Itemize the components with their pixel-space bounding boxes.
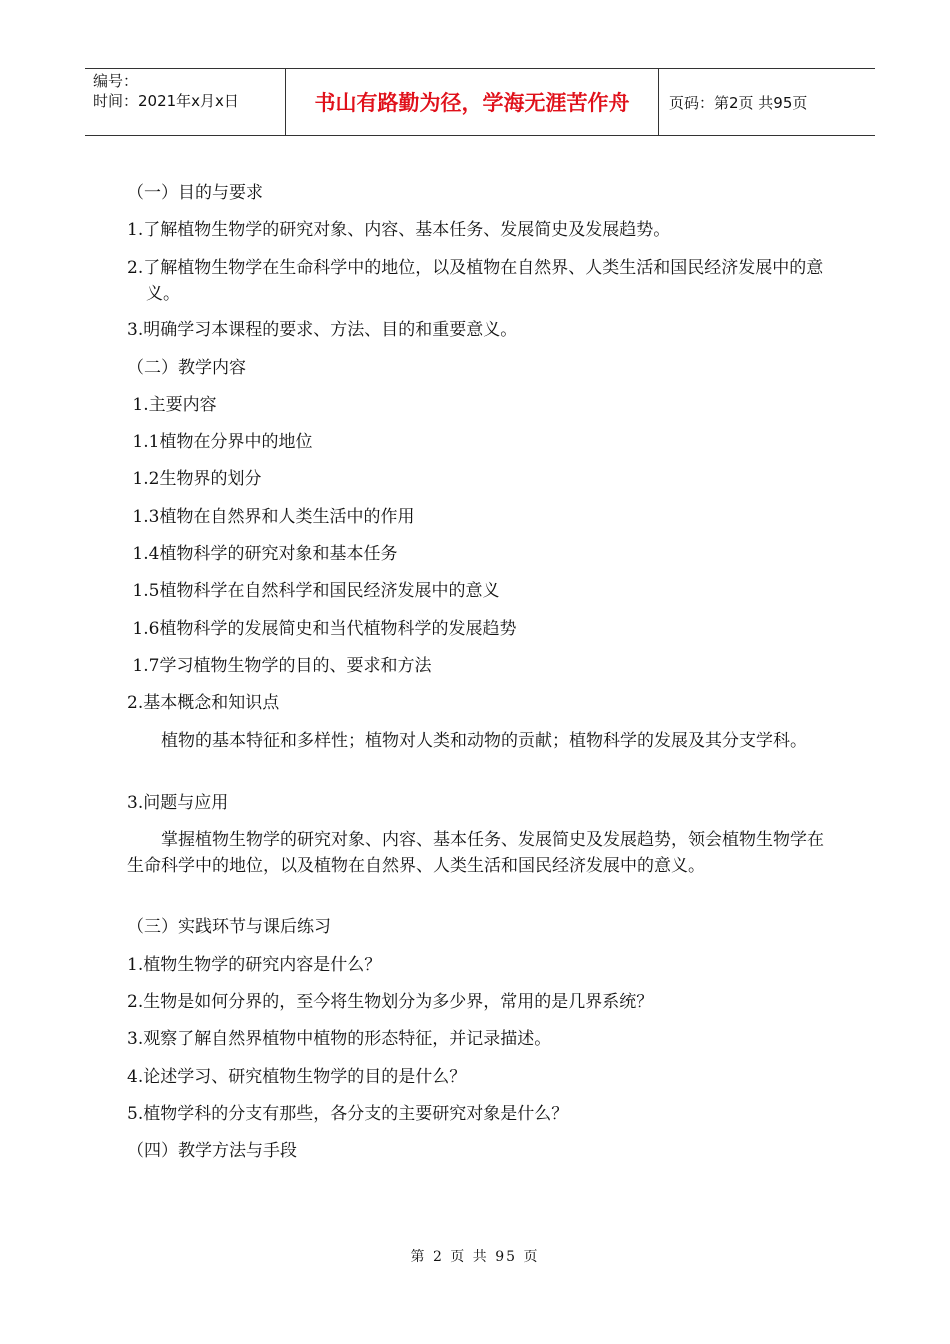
- list-item: 3.观察了解自然界植物中植物的形态特征，并记录描述。: [127, 1029, 552, 1049]
- list-item: 1.了解植物生物学的研究对象、内容、基本任务、发展简史及发展趋势。: [127, 220, 671, 240]
- list-item: 1.4植物科学的研究对象和基本任务: [127, 544, 398, 564]
- header-motto: 书山有路勤为径，学海无涯苦作舟: [286, 69, 659, 135]
- list-item: 1.5植物科学在自然科学和国民经济发展中的意义: [127, 581, 500, 601]
- list-item: 2.了解植物生物学在生命科学中的地位，以及植物在自然界、人类生活和国民经济发展中的意义。: [127, 258, 824, 304]
- list-item: 2.生物是如何分界的，至今将生物划分为多少界，常用的是几界系统？: [127, 992, 654, 1012]
- list-item: 1.1植物在分界中的地位: [127, 432, 313, 452]
- list-item: 1.3植物在自然界和人类生活中的作用: [127, 507, 415, 527]
- list-item: 1.植物生物学的研究内容是什么？: [127, 955, 382, 975]
- section-heading-objectives: （一）目的与要求: [127, 183, 263, 203]
- list-item: 4.论述学习、研究植物生物学的目的是什么？: [127, 1067, 467, 1087]
- subheading: 3.问题与应用: [127, 793, 229, 813]
- list-item: 1.6植物科学的发展简史和当代植物科学的发展趋势: [127, 619, 517, 639]
- document-id-label: 编号：: [93, 72, 139, 90]
- list-item: 3.明确学习本课程的要求、方法、目的和重要意义。: [127, 320, 518, 340]
- page-footer: 第 2 页 共 95 页: [410, 1249, 540, 1265]
- list-item: 5.植物学科的分支有那些，各分支的主要研究对象是什么？: [127, 1104, 569, 1124]
- paragraph: 掌握植物生物学的研究对象、内容、基本任务、发展简史及发展趋势，领会植物生物学在生命科学中的地位，以及植物在自然界、人类生活和国民经济发展中的意义。: [127, 830, 824, 876]
- list-item: 1.7学习植物生物学的目的、要求和方法: [127, 656, 432, 676]
- section-heading-practice: （三）实践环节与课后练习: [127, 917, 331, 937]
- list-item: 1.2生物界的划分: [127, 469, 262, 489]
- document-date: 时间：2021年x月x日: [93, 92, 239, 110]
- section-heading-methods: （四）教学方法与手段: [127, 1141, 297, 1161]
- subheading: 2.基本概念和知识点: [127, 693, 280, 713]
- section-heading-content: （二）教学内容: [127, 358, 246, 378]
- header-page-info: 页码：第2页 共95页: [669, 93, 808, 112]
- paragraph: 植物的基本特征和多样性；植物对人类和动物的贡献；植物科学的发展及其分支学科。: [161, 731, 807, 751]
- subheading: 1.主要内容: [127, 395, 217, 415]
